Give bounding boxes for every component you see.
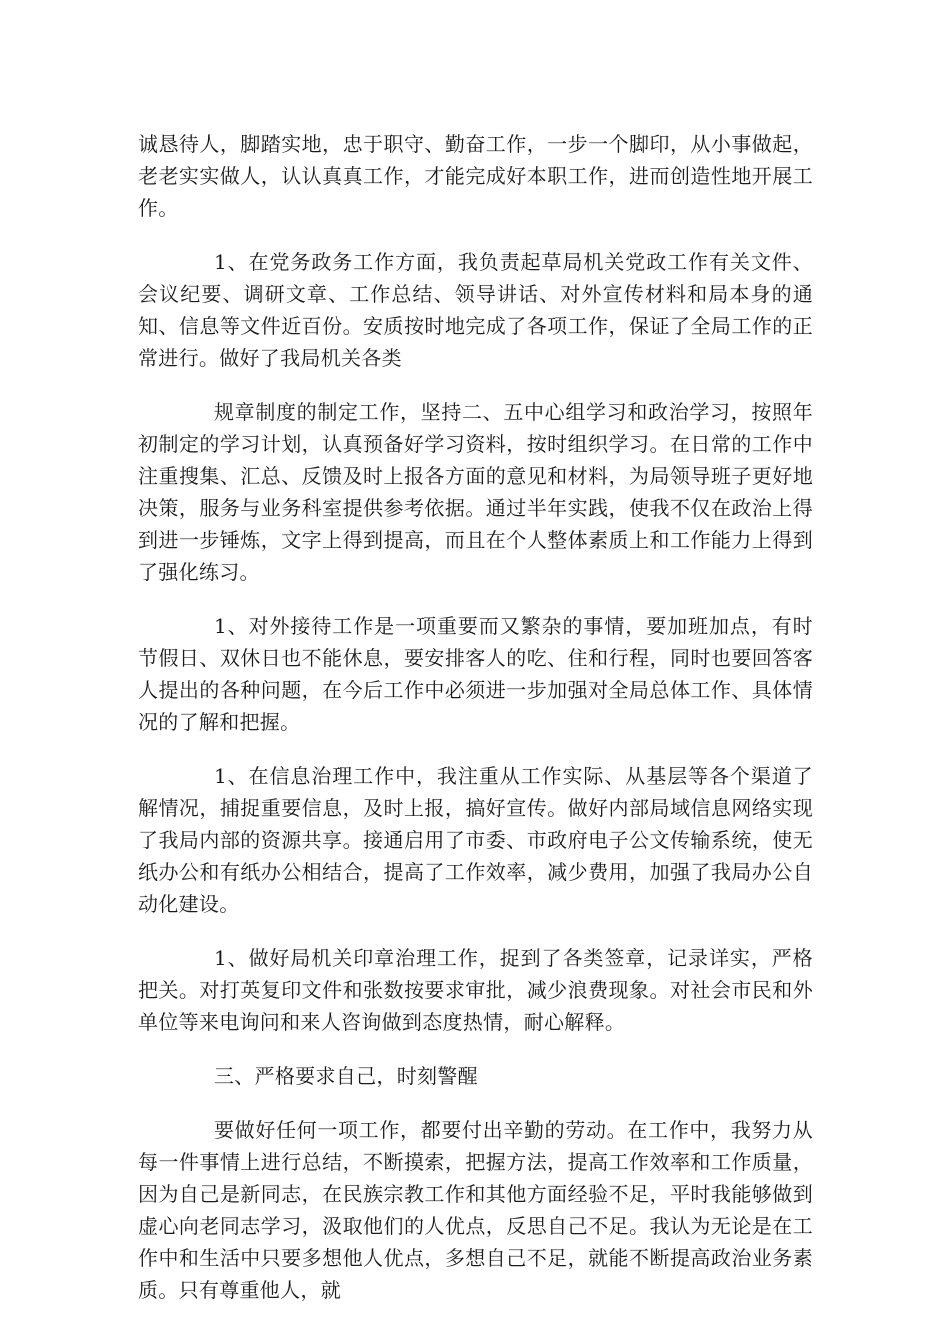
paragraph-party-affairs: 1、在党务政务工作方面，我负责起草局机关党政工作有关文件、会议纪要、调研文章、工作总结、领导讲话、对外宣传材料和局本身的通知、信息等文件近百份。安质按时地完成了各项工作，保证了全局工作的正常进行。做好了我局机关各类 <box>138 250 813 370</box>
paragraph-continuation: 诚恳待人，脚踏实地，忠于职守、勤奋工作，一步一个脚印，从小事做起，老老实实做人，认认真真工作，才能完成好本职工作，进而创造性地开展工作。 <box>138 132 813 220</box>
document-body <box>138 128 813 1328</box>
paragraph-regulations: 规章制度的制定工作，坚持二、五中心组学习和政治学习，按照年初制定的学习计划，认真预备好学习资料，按时组织学习。在日常的工作中注重搜集、汇总、反馈及时上报各方面的意见和材料，为局领导班子更好地决策，服务与业务科室提供参考依据。通过半年实践，使我不仅在政治上得到进一步锤炼，文字上得到提高，而且在个人整体素质上和工作能力上得到了强化练习。 <box>138 400 813 584</box>
paragraph-self-discipline: 要做好任何一项工作，都要付出辛勤的劳动。在工作中，我努力从每一件事情上进行总结，不断摸索，把握方法，提高工作效率和工作质量，因为自己是新同志，在民族宗教工作和其他方面经验不足，平时我能够做到虚心向老同志学习，汲取他们的人优点，反思自己不足。我认为无论是在工作中和生活中只要多想他人优点，多想自己不足，就能不断提高政治业务素质。只有尊重他人，就 <box>138 1118 813 1302</box>
paragraph-information: 1、在信息治理工作中，我注重从工作实际、从基层等各个渠道了解情况，捕捉重要信息，及时上报，搞好宣传。做好内部局域信息网络实现了我局内部的资源共享。接通启用了市委、市政府电子公文传输系统，使无纸办公和有纸办公相结合，提高了工作效率，减少费用，加强了我局办公自动化建设。 <box>138 764 813 916</box>
section-heading: 三、严格要求自己，时刻警醒 <box>214 1064 478 1088</box>
paragraph-reception: 1、对外接待工作是一项重要而又繁杂的事情，要加班加点，有时节假日、双休日也不能休息，要安排客人的吃、住和行程，同时也要回答客人提出的各种问题，在今后工作中必须进一步加强对全局总体工作、具体情况的了解和把握。 <box>138 614 813 734</box>
paragraph-seal-management: 1、做好局机关印章治理工作，捉到了各类签章，记录详实，严格把关。对打英复印文件和张数按要求审批，减少浪费现象。对社会市民和外单位等来电询问和来人咨询做到态度热情，耐心解释。 <box>138 946 813 1034</box>
